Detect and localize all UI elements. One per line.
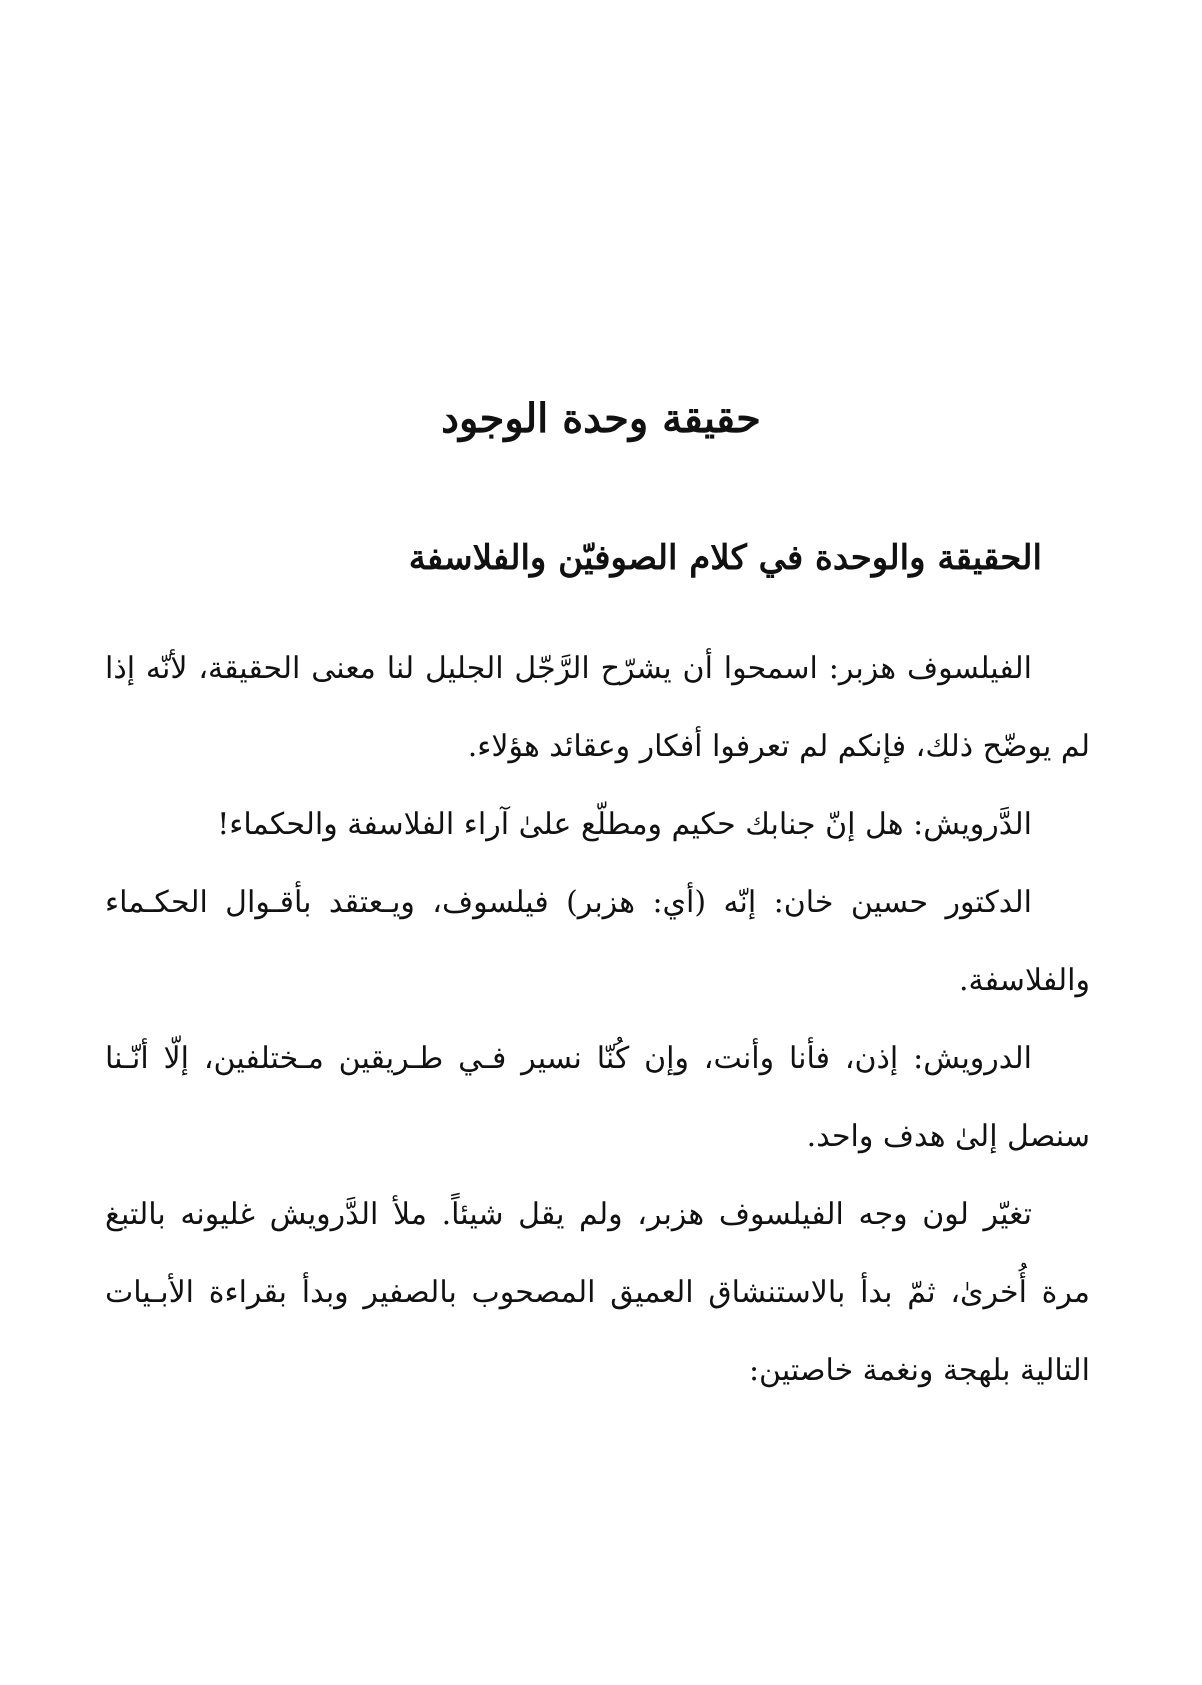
paragraph-philosopher: الفيلسوف هزبر: اسمحوا أن يشرّح الرَّجّل الجليل لنا معنى الحقيقة، لأنّه إذا لم يوضّح ذلك، فإنكم لم تعرفوا أفكار وعقائد هؤلاء. (105, 651, 1090, 764)
body-text (105, 630, 1090, 1410)
section-heading: الحقيقة والوحدة في كلام الصوفيّن والفلاسفة (408, 538, 1042, 578)
paragraph-doctor: الدكتور حسين خان: إنّه (أي: هزبر) فيلسوف، ويـعتقد بأقـوال الحكـماء والفلاسفة. (105, 885, 1090, 998)
paragraph-dervish-question: الدَّرويش: هل إنّ جنابك حكيم ومطلّع علىٰ آراء الفلاسفة والحكماء! (217, 807, 1032, 842)
paragraph-dervish-answer: الدرويش: إذن، فأنا وأنت، وإن كُنّا نسير فـي طـريقين مـختلفين، إلّا أنّـنا سنصل إلىٰ هدف واحد. (105, 1041, 1090, 1154)
page-title: حقيقة وحدة الوجود (441, 395, 761, 442)
paragraph-narration: تغيّر لون وجه الفيلسوف هزبر، ولم يقل شيئاً. ملأ الدَّرويش غليونه بالتبغ مرة أُخرىٰ، ثمّ بدأ بالاستنشاق العميق المصحوب بالصفير وبدأ بقراءة الأبـيات التالية بلهجة ونغمة خاصتين: (105, 1197, 1090, 1388)
